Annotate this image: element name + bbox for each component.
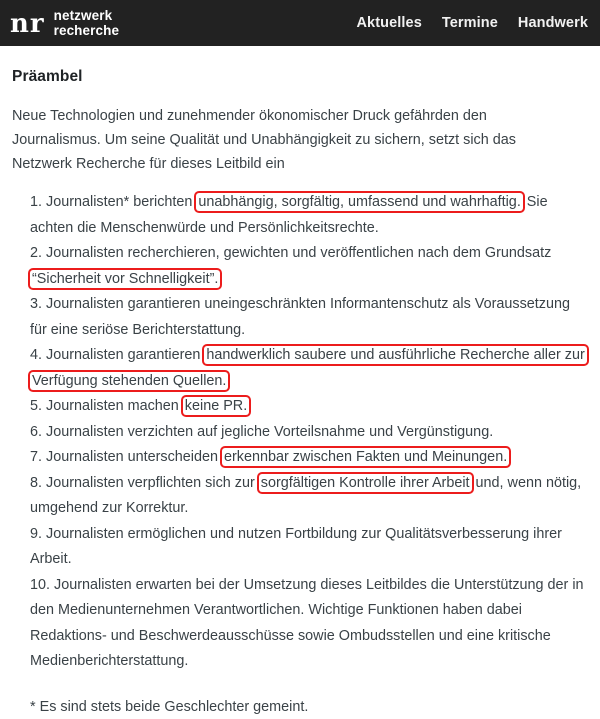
principle-text: 2. Journalisten recherchieren, gewichten und veröffentlichen nach dem Grundsatz xyxy=(30,245,552,261)
brand-wordmark xyxy=(54,8,119,38)
principle-item xyxy=(30,292,586,343)
footnote: * Es sind stets beide Geschlechter gemeint. xyxy=(30,698,309,715)
principle-text: 10. Journalisten erwarten bei der Umsetzung dieses Leitbildes die Unterstützung der in den Medienunternehmen Verantwortlichen. Wichtige Funktionen haben dabei Redaktions- und Beschwerdeausschüsse sowie Ombudsstellen und eine kritische Medienberichterstattung. xyxy=(30,576,584,669)
principle-item xyxy=(30,190,586,241)
principle-text-tail: Sie achten die Menschenwürde und Persönlichkeitsrechte. xyxy=(30,194,548,236)
principle-item xyxy=(30,420,586,446)
brand-line-1: netzwerk xyxy=(53,8,113,23)
principle-item xyxy=(30,394,586,420)
principle-text: 8. Journalisten verpflichten sich zur xyxy=(30,474,259,491)
principle-item xyxy=(30,471,586,522)
site-header xyxy=(0,0,600,46)
principle-item xyxy=(30,343,586,394)
site-logo[interactable] xyxy=(10,8,119,38)
principle-item xyxy=(30,522,586,573)
principles-list xyxy=(30,190,586,675)
principle-text: 4. Journalisten garantieren xyxy=(30,347,205,363)
principle-text: 1. Journalisten* berichten xyxy=(30,194,197,210)
principle-text: 9. Journalisten ermöglichen und nutzen Fortbildung zur Qualitätsverbesserung ihrer Arbeit. xyxy=(30,525,562,567)
principle-item xyxy=(30,573,586,675)
nr-monogram-icon: nr xyxy=(10,9,45,39)
highlight-box: unabhängig, sorgfältig, umfassend und wahrhaftig. xyxy=(198,194,521,210)
principle-text: 6. Journalisten verzichten auf jegliche Vorteilsnahme und Vergünstigung. xyxy=(30,423,494,440)
highlight-box: “Sicherheit vor Schnelligkeit”. xyxy=(32,270,219,287)
highlight-box: sorgfältigen Kontrolle ihrer Arbeit xyxy=(260,474,470,491)
principle-text: 7. Journalisten unterscheiden xyxy=(30,449,222,465)
highlight-box: keine PR. xyxy=(184,398,248,414)
main-content xyxy=(0,46,600,719)
main-navigation xyxy=(356,15,588,31)
page-title: Präambel xyxy=(12,68,83,85)
highlight-box: handwerklich saubere und ausführliche Recherche aller zur Verfügung stehenden Quellen. xyxy=(32,347,585,389)
nav-item-termine[interactable]: Termine xyxy=(441,15,498,31)
principle-item xyxy=(30,241,586,292)
principle-text: 3. Journalisten garantieren uneingeschränkten Informantenschutz als Voraussetzung für eine seriöse Berichterstattung. xyxy=(30,296,570,338)
principle-text: 5. Journalisten machen xyxy=(30,398,183,414)
principle-text-tail: und, wenn nötig, umgehend zur Korrektur. xyxy=(30,474,582,516)
highlight-box: erkennbar zwischen Fakten und Meinungen. xyxy=(224,449,508,465)
nav-item-handwerk[interactable]: Handwerk xyxy=(517,15,588,31)
principle-item xyxy=(30,445,586,471)
intro-paragraph: Neue Technologien und zunehmender ökonomischer Druck gefährden den Journalismus. Um seine Qualität und Unabhängigkeit zu sichern, setzt sich das Netzwerk Recherche für dieses Leitbild ein xyxy=(12,108,516,172)
nav-item-aktuelles[interactable]: Aktuelles xyxy=(356,15,422,31)
brand-line-2: recherche xyxy=(53,23,120,38)
